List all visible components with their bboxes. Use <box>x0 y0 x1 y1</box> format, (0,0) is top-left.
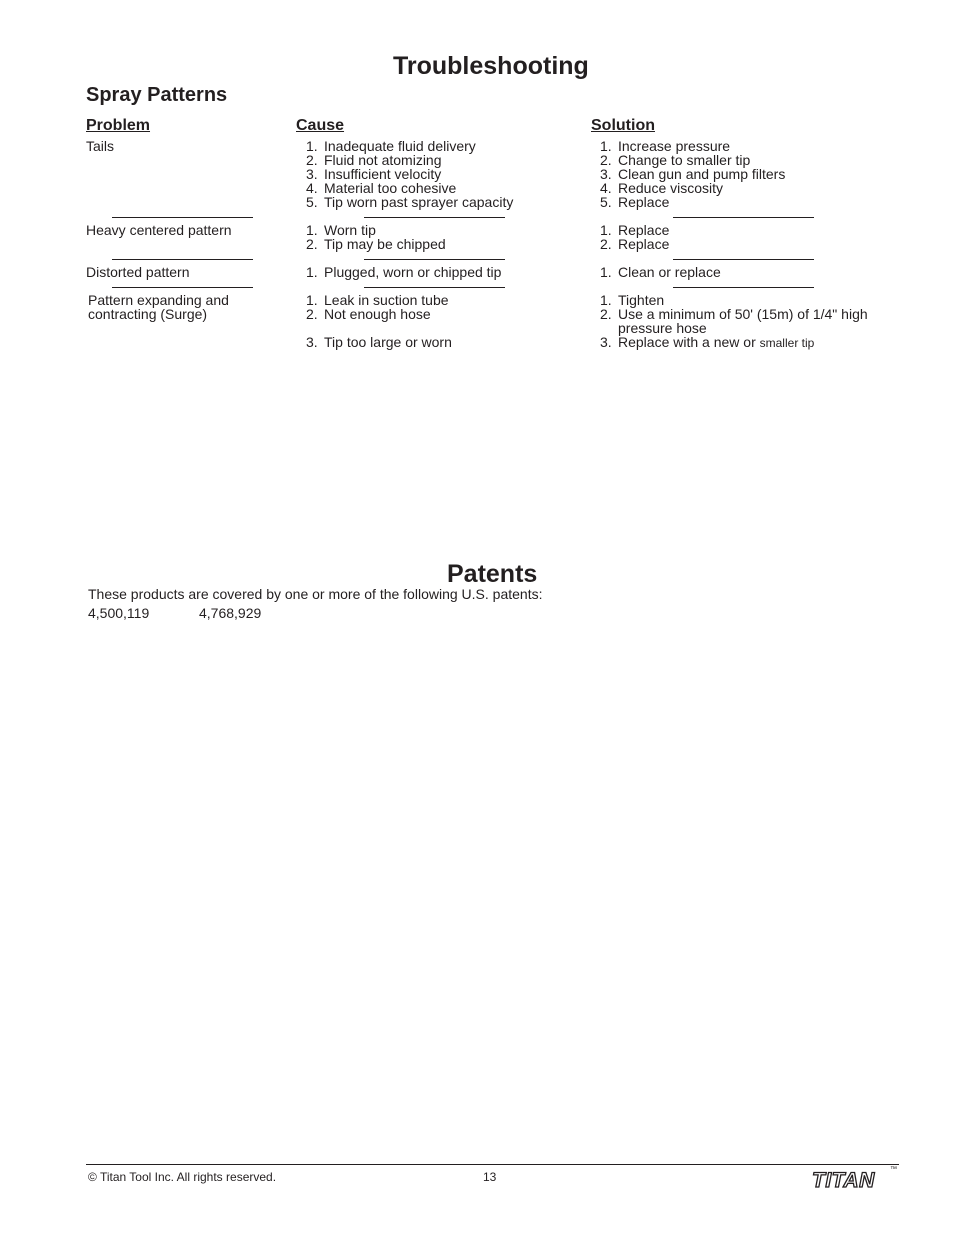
list-item: 1. Leak in suction tube <box>306 292 449 308</box>
problem-tails: Tails <box>86 138 115 154</box>
solution-list-heavy-centered <box>600 223 669 251</box>
list-item: 3. Tip too large or worn <box>306 334 452 350</box>
list-item: 5. Tip worn past sprayer capacity <box>306 194 514 210</box>
copyright-text: © Titan Tool Inc. All rights reserved. <box>88 1170 277 1184</box>
divider <box>673 259 814 260</box>
patent-number: 4,500,119 <box>88 605 150 621</box>
svg-text:TITAN: TITAN <box>812 1169 875 1192</box>
patents-title: Patents <box>447 560 538 588</box>
list-item: 1. Clean or replace <box>600 264 721 280</box>
list-item: 1. Plugged, worn or chipped tip <box>306 264 502 280</box>
divider <box>112 287 253 288</box>
list-item: 1. Inadequate fluid delivery <box>306 138 476 154</box>
problem-heavy-centered: Heavy centered pattern <box>86 222 232 238</box>
problem-line: contracting (Surge) <box>88 306 208 322</box>
problem-column-header: Problem <box>86 117 151 134</box>
list-item: 1. Replace <box>600 222 670 238</box>
patent-number: 4,768,929 <box>199 605 262 621</box>
problem-surge <box>88 293 229 321</box>
list-item: 3. Replace with a new or smaller tip <box>600 334 815 350</box>
solution-list-tails <box>600 139 785 209</box>
list-item: 4. Material too cohesive <box>306 180 457 196</box>
divider <box>112 259 253 260</box>
list-item: 1. Increase pressure <box>600 138 731 154</box>
list-item: 2. Use a minimum of 50' (15m) of 1/4" high <box>600 306 868 322</box>
cause-list-surge <box>306 293 452 349</box>
divider <box>673 217 814 218</box>
list-item: 2. Change to smaller tip <box>600 152 751 168</box>
page-number: 13 <box>483 1170 497 1184</box>
list-item: 3. Clean gun and pump filters <box>600 166 786 182</box>
cause-column-header: Cause <box>296 117 345 134</box>
divider <box>364 259 505 260</box>
solution-list-distorted <box>600 265 721 279</box>
divider <box>112 217 253 218</box>
list-item: 1. Tighten <box>600 292 665 308</box>
page-title: Troubleshooting <box>393 52 589 80</box>
list-item: 3. Insufficient velocity <box>306 166 442 182</box>
cause-list-heavy-centered <box>306 223 446 251</box>
section-title: Spray Patterns <box>86 84 228 106</box>
problem-distorted: Distorted pattern <box>86 264 190 280</box>
solution-column-header: Solution <box>591 117 655 134</box>
list-item: 2. Not enough hose <box>306 306 431 322</box>
divider <box>364 217 505 218</box>
list-item: 2. Fluid not atomizing <box>306 152 442 168</box>
patents-intro: These products are covered by one or more of the following U.S. patents: <box>88 586 543 602</box>
titan-logo <box>810 1166 896 1197</box>
list-item: 2. Replace <box>600 236 670 252</box>
divider <box>673 287 814 288</box>
list-item: 5. Replace <box>600 194 670 210</box>
divider <box>364 287 505 288</box>
list-item-continuation: pressure hose <box>618 320 707 336</box>
list-item: 1. Worn tip <box>306 222 376 238</box>
list-item: 2. Tip may be chipped <box>306 236 446 252</box>
list-item: 4. Reduce viscosity <box>600 180 724 196</box>
footer-divider <box>86 1164 899 1165</box>
solution-list-surge <box>600 293 868 350</box>
problem-line: Pattern expanding and <box>88 292 229 308</box>
titan-logo-graphic <box>810 1166 896 1192</box>
trademark-mark: ™ <box>890 1166 897 1173</box>
cause-list-distorted <box>306 265 501 279</box>
cause-list-tails <box>306 139 513 209</box>
